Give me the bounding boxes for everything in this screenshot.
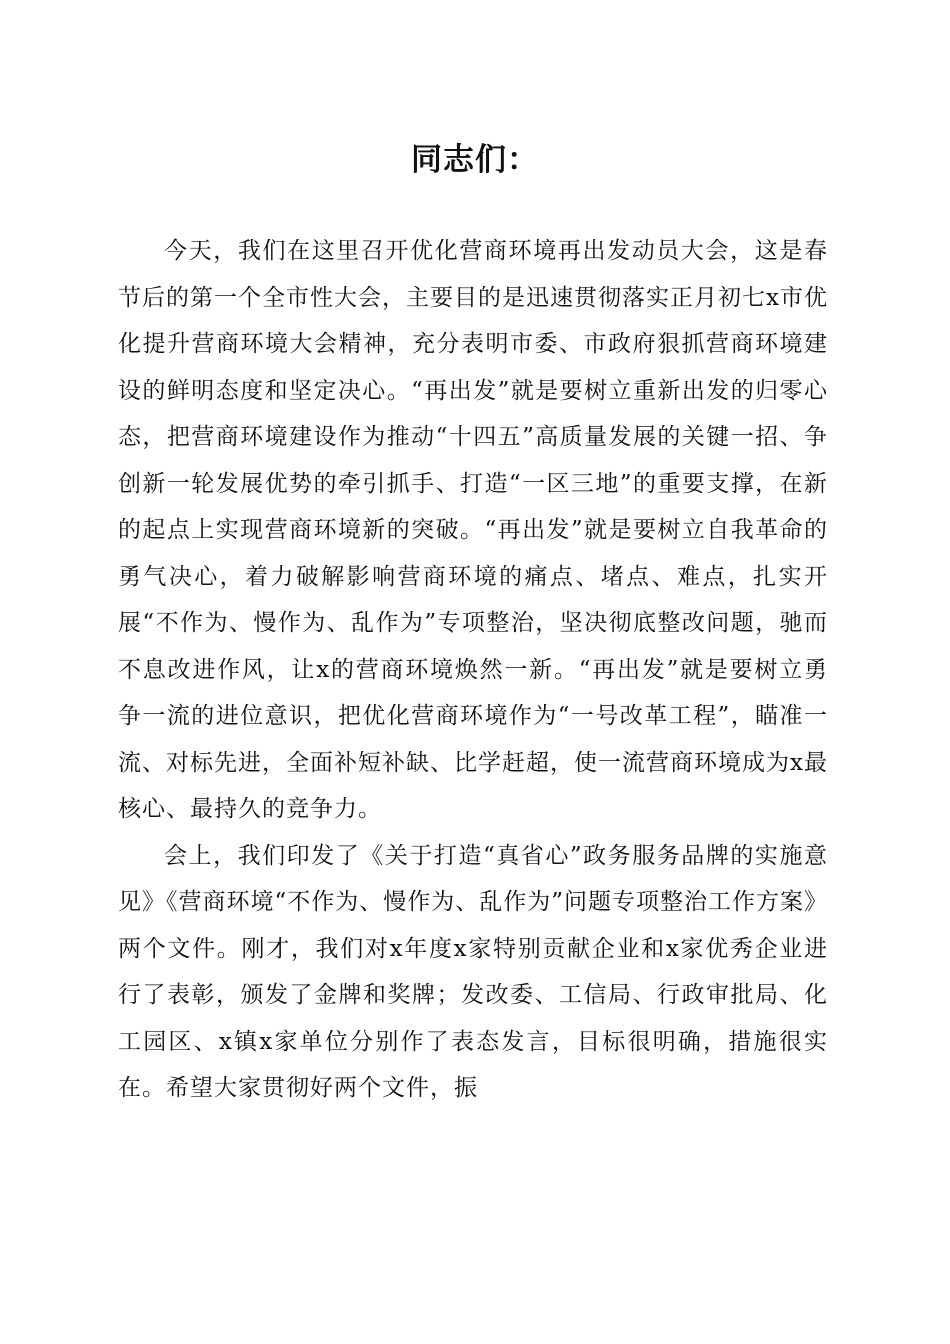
- page-title: 同志们：: [411, 142, 539, 178]
- paragraph-1: 今天，我们在这里召开优化营商环境再出发动员大会，这是春节后的第一个全市性大会，主要目的是迅速贯彻落实正月初七x市优化提升营商环境大会精神，充分表明市委、市政府狠抓营商环境建设的鲜明态度和坚定决心。“再出发”就是要树立重新出发的归零心态，把营商环境建设作为推动“十四五”高质量发展的关键一招、争创新一轮发展优势的牵引抓手、打造“一区三地”的重要支撑，在新的起点上实现营商环境新的突破。“再出发”就是要树立自我革命的勇气决心，着力破解影响营商环境的痛点、堵点、难点，扎实开展“不作为、慢作为、乱作为”专项整治，坚决彻底整改问题，驰而不息改进作风，让x的营商环境焕然一新。“再出发”就是要树立勇争一流的进位意识，把优化营商环境作为“一号改革工程”，瞄准一流、对标先进，全面补短补缺、比学赶超，使一流营商环境成为x最核心、最持久的竞争力。: [118, 238, 828, 822]
- paragraph-2: 会上，我们印发了《关于打造“真省心”政务服务品牌的实施意见》《营商环境“不作为、慢作为、乱作为”问题专项整治工作方案》两个文件。刚才，我们对x年度x家特别贡献企业和x家优秀企业进行了表彰，颁发了金牌和奖牌；发改委、工信局、行政审批局、化工园区、x镇x家单位分别作了表态发言，目标很明确，措施很实在。希望大家贯彻好两个文件，振: [118, 842, 829, 1101]
- document-body: [118, 228, 828, 1112]
